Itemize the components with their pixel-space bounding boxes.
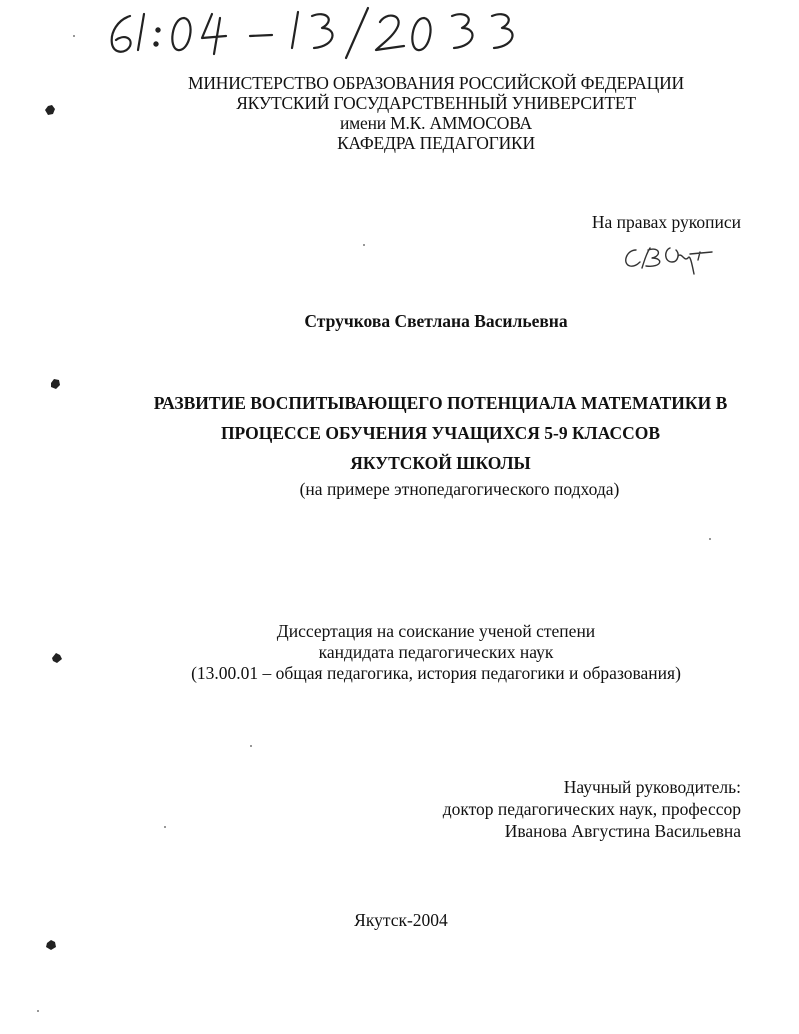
handwritten-archive-number-drawing [100, 2, 560, 62]
scan-speck [164, 826, 166, 828]
degree-line-2: кандидата педагогических наук [318, 642, 554, 662]
binding-hole-mark [51, 652, 63, 664]
title-line-2: ПРОЦЕССЕ ОБУЧЕНИЯ УЧАЩИХСЯ 5-9 КЛАССОВ [220, 423, 661, 443]
degree-statement [0, 621, 799, 684]
binding-hole-mark [45, 939, 57, 951]
dissertation-title [0, 388, 799, 478]
scan-speck [37, 1010, 39, 1012]
degree-line-1: Диссертация на соискание ученой степени [276, 621, 596, 641]
title-line-3: ЯКУТСКОЙ ШКОЛЫ [350, 453, 531, 473]
rights-note: На правах рукописи [591, 212, 741, 232]
handwritten-archive-number [100, 2, 560, 62]
supervisor-name: Иванова Августина Васильевна [504, 821, 741, 841]
scan-speck [709, 538, 711, 540]
scan-speck [73, 35, 75, 37]
university-line: ЯКУТСКИЙ ГОСУДАРСТВЕННЫЙ УНИВЕРСИТЕТ [236, 93, 636, 113]
handwritten-signature [620, 240, 715, 276]
title-line-1: РАЗВИТИЕ ВОСПИТЫВАЮЩЕГО ПОТЕНЦИАЛА МАТЕМАТИКИ В [153, 393, 728, 413]
supervisor-label: Научный руководитель: [563, 777, 741, 797]
scan-speck [250, 745, 252, 747]
ministry-line: МИНИСТЕРСТВО ОБРАЗОВАНИЯ РОССИЙСКОЙ ФЕДЕРАЦИИ [187, 73, 684, 93]
institution-header [0, 73, 799, 153]
binding-hole-mark [49, 378, 61, 390]
university-name-line: имени М.К. АММОСОВА [340, 113, 532, 133]
binding-hole-mark [44, 104, 56, 116]
dissertation-subtitle: (на примере этнопедагогического подхода) [299, 479, 620, 499]
city-year: Якутск-2004 [354, 910, 448, 930]
author-name: Стручкова Светлана Васильевна [304, 311, 568, 331]
supervisor-block [443, 776, 741, 842]
department-line: КАФЕДРА ПЕДАГОГИКИ [337, 133, 535, 153]
supervisor-degree: доктор педагогических наук, профессор [442, 799, 741, 819]
specialty-line: (13.00.01 – общая педагогика, история педагогики и образования) [191, 663, 681, 683]
scan-speck [363, 244, 365, 246]
